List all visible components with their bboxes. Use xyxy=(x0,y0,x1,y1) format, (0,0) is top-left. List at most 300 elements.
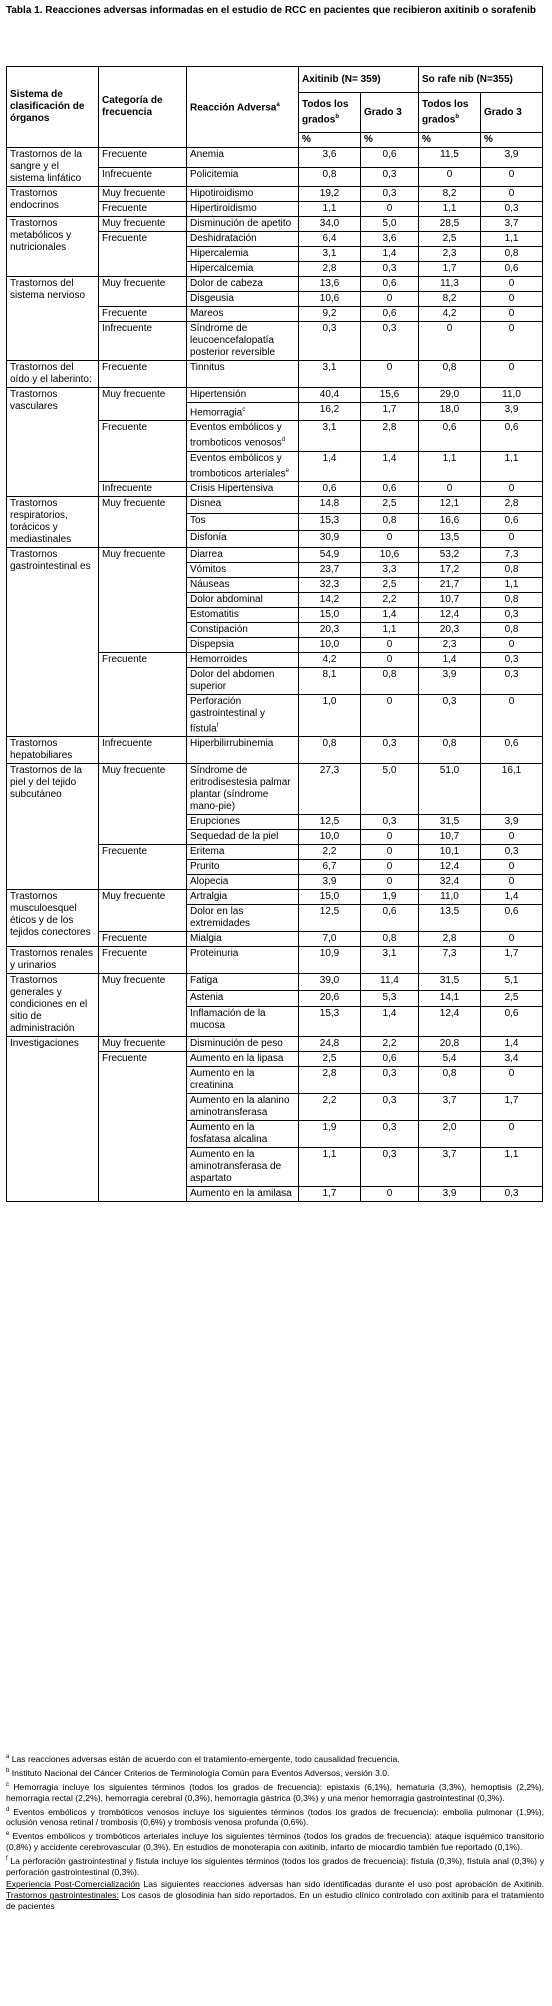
reaction-cell: Disnea xyxy=(187,496,299,513)
axitinib-grade3: 0 xyxy=(361,637,419,652)
reaction-cell: Tinnitus xyxy=(187,361,299,388)
axitinib-grade3: 0,6 xyxy=(361,1052,419,1067)
sorafenib-grade3: 0 xyxy=(481,637,543,652)
sorafenib-grade3: 0 xyxy=(481,860,543,875)
axitinib-grade3: 0 xyxy=(361,694,419,736)
sorafenib-grade3: 0 xyxy=(481,1067,543,1094)
reaction-cell: Constipación xyxy=(187,622,299,637)
reaction-cell: Hipercalcemia xyxy=(187,262,299,277)
reaction-cell: Disminución de apetito xyxy=(187,217,299,232)
axitinib-grade3: 1,4 xyxy=(361,451,419,481)
axitinib-all-grades: 19,2 xyxy=(299,187,361,202)
sorafenib-grade3: 3,9 xyxy=(481,403,543,421)
sorafenib-grade3: 0 xyxy=(481,167,543,187)
sorafenib-all-grades: 21,7 xyxy=(419,577,481,592)
axitinib-grade3: 0 xyxy=(361,361,419,388)
reaction-cell: Hipertiroidismo xyxy=(187,202,299,217)
axitinib-all-grades: 7,0 xyxy=(299,932,361,947)
reaction-cell: Dolor en las extremidades xyxy=(187,905,299,932)
sorafenib-all-grades: 3,7 xyxy=(419,1148,481,1187)
table-row xyxy=(7,148,543,168)
axitinib-all-grades: 9,2 xyxy=(299,307,361,322)
table-row xyxy=(7,217,543,232)
header-sor-grade3: Grado 3 xyxy=(481,93,543,133)
sorafenib-grade3: 0,8 xyxy=(481,592,543,607)
reaction-cell: Disminución de peso xyxy=(187,1037,299,1052)
axitinib-grade3: 0,6 xyxy=(361,481,419,496)
frequency-cell: Muy frecuente xyxy=(99,187,187,202)
axitinib-grade3: 11,4 xyxy=(361,974,419,991)
reaction-cell: Disgeusia xyxy=(187,292,299,307)
reaction-cell: Eritema xyxy=(187,845,299,860)
sorafenib-all-grades: 0,3 xyxy=(419,694,481,736)
sorafenib-grade3: 3,9 xyxy=(481,148,543,168)
reaction-cell: Náuseas xyxy=(187,577,299,592)
axitinib-grade3: 0,3 xyxy=(361,1067,419,1094)
reaction-cell: Prurito xyxy=(187,860,299,875)
axitinib-grade3: 0,6 xyxy=(361,307,419,322)
sorafenib-grade3: 0,3 xyxy=(481,667,543,694)
axitinib-all-grades: 0,8 xyxy=(299,167,361,187)
frequency-cell: Frecuente xyxy=(99,845,187,890)
axitinib-all-grades: 1,0 xyxy=(299,694,361,736)
axitinib-grade3: 2,2 xyxy=(361,1037,419,1052)
sorafenib-all-grades: 12,4 xyxy=(419,607,481,622)
reaction-cell: Dolor abdominal xyxy=(187,592,299,607)
header-pct: % xyxy=(361,133,419,148)
soc-cell: Trastornos renales y urinarios xyxy=(7,947,99,974)
axitinib-grade3: 1,9 xyxy=(361,890,419,905)
sorafenib-grade3: 0 xyxy=(481,530,543,547)
sorafenib-all-grades: 18,0 xyxy=(419,403,481,421)
sorafenib-all-grades: 28,5 xyxy=(419,217,481,232)
table-row xyxy=(7,890,543,905)
reaction-cell: Artralgia xyxy=(187,890,299,905)
sorafenib-grade3: 0,6 xyxy=(481,262,543,277)
sorafenib-all-grades: 17,2 xyxy=(419,562,481,577)
footnote-f: $^f$ La perforación gastrointestinal y fístula incluye los siguientes términos (todos los grados de frecuencia): fístula (0,3%), fístula anal (0,3%) y perforación gastrointestinal (0,3%). xyxy=(6,1856,544,1878)
axitinib-grade3: 0 xyxy=(361,652,419,667)
reaction-cell: Inflamación de la mucosa xyxy=(187,1007,299,1037)
sorafenib-all-grades: 1,1 xyxy=(419,451,481,481)
sorafenib-all-grades: 1,7 xyxy=(419,262,481,277)
axitinib-grade3: 15,6 xyxy=(361,388,419,403)
sorafenib-all-grades: 10,7 xyxy=(419,830,481,845)
axitinib-all-grades: 20,3 xyxy=(299,622,361,637)
axitinib-all-grades: 24,8 xyxy=(299,1037,361,1052)
sorafenib-all-grades: 0 xyxy=(419,481,481,496)
sorafenib-all-grades: 3,7 xyxy=(419,1094,481,1121)
reaction-cell: Alopecia xyxy=(187,875,299,890)
sorafenib-grade3: 1,1 xyxy=(481,577,543,592)
sorafenib-all-grades: 20,8 xyxy=(419,1037,481,1052)
axitinib-all-grades: 1,7 xyxy=(299,1187,361,1202)
reaction-cell: Vómitos xyxy=(187,562,299,577)
sorafenib-grade3: 0 xyxy=(481,875,543,890)
header-axi-all-grades: Todos los grados$^b$ xyxy=(299,93,361,133)
reaction-cell: Aumento en la lipasa xyxy=(187,1052,299,1067)
sorafenib-grade3: 0,6 xyxy=(481,905,543,932)
frequency-cell: Infrecuente xyxy=(99,737,187,764)
axitinib-grade3: 0,3 xyxy=(361,167,419,187)
sorafenib-grade3: 0,6 xyxy=(481,513,543,530)
sorafenib-grade3: 0 xyxy=(481,292,543,307)
axitinib-grade3: 0,6 xyxy=(361,148,419,168)
axitinib-all-grades: 0,8 xyxy=(299,737,361,764)
axitinib-grade3: 1,1 xyxy=(361,622,419,637)
footnote-c: $^c$ Hemorragia incluye los siguientes términos (todos los grados de frecuencia): epistaxis (6,1%), hematuria (3,3%), hemoptisis (2,2%), hemorragia rectal (2,2%), hemorragia cerebral (0,3%), hemorragia gástrica (0,3%) y una menor hemorragia gastrointestinal (0,3%). xyxy=(6,1781,545,1803)
reaction-cell: Aumento en la aminotransferasa de aspartato xyxy=(187,1148,299,1187)
axitinib-all-grades: 1,1 xyxy=(299,202,361,217)
sorafenib-all-grades: 3,9 xyxy=(419,667,481,694)
table-row xyxy=(7,187,543,202)
frequency-cell: Frecuente xyxy=(99,361,187,388)
sorafenib-grade3: 2,8 xyxy=(481,496,543,513)
axitinib-all-grades: 3,1 xyxy=(299,421,361,451)
sorafenib-all-grades: 0,8 xyxy=(419,1067,481,1094)
axitinib-all-grades: 3,1 xyxy=(299,247,361,262)
sorafenib-grade3: 0,3 xyxy=(481,202,543,217)
reaction-cell: Fatiga xyxy=(187,974,299,991)
axitinib-grade3: 0,3 xyxy=(361,322,419,361)
axitinib-grade3: 3,1 xyxy=(361,947,419,974)
table-title: Tabla 1. Reacciones adversas informadas en el estudio de RCC en pacientes que recibieron axitinib o sorafenib xyxy=(6,5,536,16)
axitinib-grade3: 0,8 xyxy=(361,513,419,530)
axitinib-grade3: 1,4 xyxy=(361,1007,419,1037)
sorafenib-all-grades: 1,1 xyxy=(419,202,481,217)
soc-cell: Investigaciones xyxy=(7,1037,99,1202)
sorafenib-all-grades: 1,4 xyxy=(419,652,481,667)
frequency-cell: Muy frecuente xyxy=(99,890,187,932)
soc-cell: Trastornos de la sangre y el sistema linfático xyxy=(7,148,99,187)
axitinib-all-grades: 13,6 xyxy=(299,277,361,292)
frequency-cell: Frecuente xyxy=(99,307,187,322)
soc-cell: Trastornos musculoesquel éticos y de los tejidos conectores xyxy=(7,890,99,947)
reaction-cell: Hipercalemia xyxy=(187,247,299,262)
header-axitinib: Axitinib (N= 359) xyxy=(299,67,419,93)
sorafenib-all-grades: 10,1 xyxy=(419,845,481,860)
axitinib-grade3: 1,4 xyxy=(361,247,419,262)
reaction-cell: Mareos xyxy=(187,307,299,322)
sorafenib-grade3: 5,1 xyxy=(481,974,543,991)
soc-cell: Trastornos del sistema nervioso xyxy=(7,277,99,361)
table-row xyxy=(7,737,543,764)
footnote-a: $^a$ Las reacciones adversas están de acuerdo con el tratamiento-emergente, todo causalidad frecuencia. xyxy=(6,1753,400,1764)
header-pct: % xyxy=(481,133,543,148)
axitinib-all-grades: 2,5 xyxy=(299,1052,361,1067)
sorafenib-all-grades: 5,4 xyxy=(419,1052,481,1067)
sorafenib-grade3: 1,1 xyxy=(481,1148,543,1187)
sorafenib-grade3: 0 xyxy=(481,481,543,496)
post-marketing-paragraph: Experiencia Post-Comercialización Las siguientes reacciones adversas han sido identificadas durante el uso post aprobación de Axitinib. Trastornos gastrointestinales: Los casos de glosodinia han sido reportados. En un estudio clínico controlado con axitinib para el tratamiento de pacientes xyxy=(6,1879,544,1912)
sorafenib-all-grades: 2,5 xyxy=(419,232,481,247)
axitinib-all-grades: 32,3 xyxy=(299,577,361,592)
reaction-cell: Dolor del abdomen superior xyxy=(187,667,299,694)
reaction-cell: Anemia xyxy=(187,148,299,168)
sorafenib-all-grades: 2,3 xyxy=(419,637,481,652)
reaction-cell: Hemorragia$^c$ xyxy=(187,403,299,421)
axitinib-all-grades: 2,2 xyxy=(299,845,361,860)
table-row xyxy=(7,547,543,562)
axitinib-all-grades: 14,2 xyxy=(299,592,361,607)
sorafenib-all-grades: 2,0 xyxy=(419,1121,481,1148)
axitinib-all-grades: 8,1 xyxy=(299,667,361,694)
axitinib-grade3: 0 xyxy=(361,875,419,890)
axitinib-grade3: 0 xyxy=(361,202,419,217)
axitinib-grade3: 0,6 xyxy=(361,277,419,292)
sorafenib-all-grades: 0,6 xyxy=(419,421,481,451)
sorafenib-grade3: 0,3 xyxy=(481,607,543,622)
frequency-cell: Muy frecuente xyxy=(99,974,187,1037)
axitinib-grade3: 5,3 xyxy=(361,990,419,1007)
axitinib-all-grades: 20,6 xyxy=(299,990,361,1007)
soc-cell: Trastornos de la piel y del tejido subcutáneo xyxy=(7,764,99,890)
axitinib-grade3: 3,3 xyxy=(361,562,419,577)
soc-cell: Trastornos respiratorios, torácicos y mediastinales xyxy=(7,496,99,547)
axitinib-all-grades: 39,0 xyxy=(299,974,361,991)
sorafenib-grade3: 0 xyxy=(481,830,543,845)
sorafenib-all-grades: 7,3 xyxy=(419,947,481,974)
axitinib-all-grades: 16,2 xyxy=(299,403,361,421)
reaction-cell: Síndrome de eritrodisestesia palmar plantar (síndrome mano-pie) xyxy=(187,764,299,815)
frequency-cell: Muy frecuente xyxy=(99,547,187,652)
reaction-cell: Astenia xyxy=(187,990,299,1007)
frequency-cell: Frecuente xyxy=(99,421,187,482)
sorafenib-all-grades: 3,9 xyxy=(419,1187,481,1202)
sorafenib-grade3: 0 xyxy=(481,277,543,292)
table-row xyxy=(7,974,543,991)
sorafenib-grade3: 0 xyxy=(481,1121,543,1148)
sorafenib-all-grades: 14,1 xyxy=(419,990,481,1007)
frequency-cell: Muy frecuente xyxy=(99,1037,187,1052)
sorafenib-all-grades: 8,2 xyxy=(419,187,481,202)
sorafenib-all-grades: 11,5 xyxy=(419,148,481,168)
sorafenib-grade3: 0 xyxy=(481,187,543,202)
sorafenib-all-grades: 53,2 xyxy=(419,547,481,562)
reaction-cell: Hiperbilirrubinemia xyxy=(187,737,299,764)
sorafenib-grade3: 0 xyxy=(481,694,543,736)
axitinib-grade3: 2,2 xyxy=(361,592,419,607)
header-sorafenib: So rafe nib (N=355) xyxy=(419,67,543,93)
axitinib-all-grades: 12,5 xyxy=(299,815,361,830)
soc-cell: Trastornos hepatobiliares xyxy=(7,737,99,764)
axitinib-all-grades: 6,7 xyxy=(299,860,361,875)
reaction-cell: Sequedad de la piel xyxy=(187,830,299,845)
sorafenib-all-grades: 20,3 xyxy=(419,622,481,637)
sorafenib-all-grades: 4,2 xyxy=(419,307,481,322)
header-sor-all-grades: Todos los grados$^b$ xyxy=(419,93,481,133)
sorafenib-all-grades: 0,8 xyxy=(419,361,481,388)
frequency-cell: Infrecuente xyxy=(99,322,187,361)
axitinib-grade3: 2,8 xyxy=(361,421,419,451)
soc-cell: Trastornos del oído y el laberinto: xyxy=(7,361,99,388)
axitinib-all-grades: 27,3 xyxy=(299,764,361,815)
frequency-cell: Muy frecuente xyxy=(99,764,187,845)
axitinib-all-grades: 0,6 xyxy=(299,481,361,496)
soc-cell: Trastornos gastrointestinal es xyxy=(7,547,99,736)
soc-cell: Trastornos generales y condiciones en el sitio de administración xyxy=(7,974,99,1037)
axitinib-grade3: 0 xyxy=(361,292,419,307)
footnote-e: $^e$ Eventos embólicos y trombóticos arteriales incluye los siguientes términos (todos los grados de frecuencia): ataque isquémico transitorio (0,8%) y accidente cerebrovascular (0,3%). En estudios de monoterapia con axitinib, infarto de miocardio también fue reportado (0,1%). xyxy=(6,1831,545,1853)
axitinib-grade3: 0 xyxy=(361,845,419,860)
axitinib-grade3: 0,3 xyxy=(361,1121,419,1148)
axitinib-grade3: 0,6 xyxy=(361,905,419,932)
axitinib-all-grades: 6,4 xyxy=(299,232,361,247)
frequency-cell: Muy frecuente xyxy=(99,277,187,307)
sorafenib-all-grades: 31,5 xyxy=(419,815,481,830)
reaction-cell: Crisis Hipertensiva xyxy=(187,481,299,496)
sorafenib-grade3: 1,4 xyxy=(481,1037,543,1052)
table-row xyxy=(7,361,543,388)
sorafenib-grade3: 3,9 xyxy=(481,815,543,830)
axitinib-all-grades: 34,0 xyxy=(299,217,361,232)
axitinib-all-grades: 15,3 xyxy=(299,1007,361,1037)
axitinib-all-grades: 30,9 xyxy=(299,530,361,547)
sorafenib-grade3: 1,1 xyxy=(481,232,543,247)
reaction-cell: Hemorroides xyxy=(187,652,299,667)
sorafenib-grade3: 1,7 xyxy=(481,947,543,974)
axitinib-all-grades: 3,1 xyxy=(299,361,361,388)
footnote-d: $^d$ Eventos embólicos y trombóticos venosos incluye los siguientes términos (todos los grados de frecuencia): embolia pulmonar (1,9%), oclusión venosa retinal / trombosis (0,6%) y trombosis venosa profunda (0,6%). xyxy=(6,1806,544,1828)
header-axi-grade3: Grado 3 xyxy=(361,93,419,133)
sorafenib-grade3: 2,5 xyxy=(481,990,543,1007)
table-row xyxy=(7,947,543,974)
axitinib-grade3: 0,3 xyxy=(361,815,419,830)
axitinib-grade3: 0 xyxy=(361,830,419,845)
frequency-cell: Muy frecuente xyxy=(99,388,187,421)
axitinib-all-grades: 10,9 xyxy=(299,947,361,974)
header-frequency: Categoría de frecuencia xyxy=(99,67,187,148)
axitinib-grade3: 0,3 xyxy=(361,187,419,202)
sorafenib-all-grades: 8,2 xyxy=(419,292,481,307)
reaction-cell: Aumento en la creatinina xyxy=(187,1067,299,1094)
reaction-cell: Policitemia xyxy=(187,167,299,187)
reaction-cell: Proteinuria xyxy=(187,947,299,974)
reaction-cell: Síndrome de leucoencefalopatía posterior reversible xyxy=(187,322,299,361)
sorafenib-all-grades: 32,4 xyxy=(419,875,481,890)
axitinib-all-grades: 3,6 xyxy=(299,148,361,168)
sorafenib-grade3: 16,1 xyxy=(481,764,543,815)
reaction-cell: Tos xyxy=(187,513,299,530)
sorafenib-grade3: 1,4 xyxy=(481,890,543,905)
table-row xyxy=(7,764,543,815)
axitinib-all-grades: 15,0 xyxy=(299,607,361,622)
axitinib-all-grades: 0,3 xyxy=(299,322,361,361)
reaction-cell: Estomatitis xyxy=(187,607,299,622)
sorafenib-grade3: 0,8 xyxy=(481,622,543,637)
reaction-cell: Hipertensión xyxy=(187,388,299,403)
sorafenib-all-grades: 0,8 xyxy=(419,737,481,764)
reaction-cell: Aumento en la fosfatasa alcalina xyxy=(187,1121,299,1148)
sorafenib-grade3: 0 xyxy=(481,932,543,947)
sorafenib-grade3: 11,0 xyxy=(481,388,543,403)
sorafenib-all-grades: 12,1 xyxy=(419,496,481,513)
axitinib-grade3: 1,7 xyxy=(361,403,419,421)
sorafenib-grade3: 0 xyxy=(481,361,543,388)
axitinib-grade3: 1,4 xyxy=(361,607,419,622)
axitinib-all-grades: 2,8 xyxy=(299,262,361,277)
frequency-cell: Infrecuente xyxy=(99,167,187,187)
sorafenib-grade3: 7,3 xyxy=(481,547,543,562)
axitinib-all-grades: 3,9 xyxy=(299,875,361,890)
table-row xyxy=(7,277,543,292)
axitinib-all-grades: 40,4 xyxy=(299,388,361,403)
sorafenib-grade3: 3,4 xyxy=(481,1052,543,1067)
sorafenib-grade3: 0 xyxy=(481,307,543,322)
soc-cell: Trastornos metabólicos y nutricionales xyxy=(7,217,99,277)
frequency-cell: Frecuente xyxy=(99,232,187,277)
sorafenib-all-grades: 12,4 xyxy=(419,860,481,875)
sorafenib-all-grades: 31,5 xyxy=(419,974,481,991)
sorafenib-all-grades: 29,0 xyxy=(419,388,481,403)
reaction-cell: Deshidratación xyxy=(187,232,299,247)
axitinib-grade3: 0,3 xyxy=(361,737,419,764)
axitinib-grade3: 5,0 xyxy=(361,217,419,232)
sorafenib-all-grades: 11,3 xyxy=(419,277,481,292)
axitinib-all-grades: 1,1 xyxy=(299,1148,361,1187)
axitinib-grade3: 0,3 xyxy=(361,262,419,277)
sorafenib-all-grades: 11,0 xyxy=(419,890,481,905)
frequency-cell: Muy frecuente xyxy=(99,496,187,547)
axitinib-all-grades: 54,9 xyxy=(299,547,361,562)
axitinib-all-grades: 14,8 xyxy=(299,496,361,513)
axitinib-all-grades: 12,5 xyxy=(299,905,361,932)
sorafenib-grade3: 0,6 xyxy=(481,421,543,451)
sorafenib-grade3: 3,7 xyxy=(481,217,543,232)
axitinib-grade3: 0,3 xyxy=(361,1094,419,1121)
sorafenib-grade3: 1,7 xyxy=(481,1094,543,1121)
soc-cell: Trastornos vasculares xyxy=(7,388,99,497)
axitinib-all-grades: 10,6 xyxy=(299,292,361,307)
adverse-reactions-table xyxy=(6,66,543,1202)
footnotes xyxy=(6,1752,544,1913)
axitinib-grade3: 0 xyxy=(361,860,419,875)
axitinib-grade3: 3,6 xyxy=(361,232,419,247)
frequency-cell: Frecuente xyxy=(99,1052,187,1202)
axitinib-grade3: 0 xyxy=(361,1187,419,1202)
reaction-cell: Aumento en la amilasa xyxy=(187,1187,299,1202)
sorafenib-grade3: 1,1 xyxy=(481,451,543,481)
frequency-cell: Frecuente xyxy=(99,202,187,217)
footnote-b: $^b$ Instituto Nacional del Cáncer Criterios de Terminología Común para Eventos Adversos, versión 3.0. xyxy=(6,1767,390,1778)
sorafenib-grade3: 0,6 xyxy=(481,737,543,764)
axitinib-all-grades: 10,0 xyxy=(299,637,361,652)
sorafenib-all-grades: 2,8 xyxy=(419,932,481,947)
axitinib-grade3: 10,6 xyxy=(361,547,419,562)
sorafenib-all-grades: 2,3 xyxy=(419,247,481,262)
header-soc: Sistema de clasificación de órganos xyxy=(7,67,99,148)
axitinib-grade3: 2,5 xyxy=(361,496,419,513)
reaction-cell: Mialgia xyxy=(187,932,299,947)
sorafenib-grade3: 0,3 xyxy=(481,1187,543,1202)
table-row xyxy=(7,1037,543,1052)
sorafenib-grade3: 0,6 xyxy=(481,1007,543,1037)
axitinib-all-grades: 15,0 xyxy=(299,890,361,905)
axitinib-grade3: 0 xyxy=(361,530,419,547)
frequency-cell: Frecuente xyxy=(99,947,187,974)
reaction-cell: Dolor de cabeza xyxy=(187,277,299,292)
frequency-cell: Muy frecuente xyxy=(99,217,187,232)
axitinib-grade3: 0,8 xyxy=(361,932,419,947)
reaction-cell: Hipotiroidismo xyxy=(187,187,299,202)
reaction-cell: Diarrea xyxy=(187,547,299,562)
axitinib-all-grades: 1,9 xyxy=(299,1121,361,1148)
sorafenib-grade3: 0 xyxy=(481,322,543,361)
reaction-cell: Dispepsia xyxy=(187,637,299,652)
axitinib-all-grades: 23,7 xyxy=(299,562,361,577)
reaction-cell: Erupciones xyxy=(187,815,299,830)
sorafenib-grade3: 0,3 xyxy=(481,845,543,860)
